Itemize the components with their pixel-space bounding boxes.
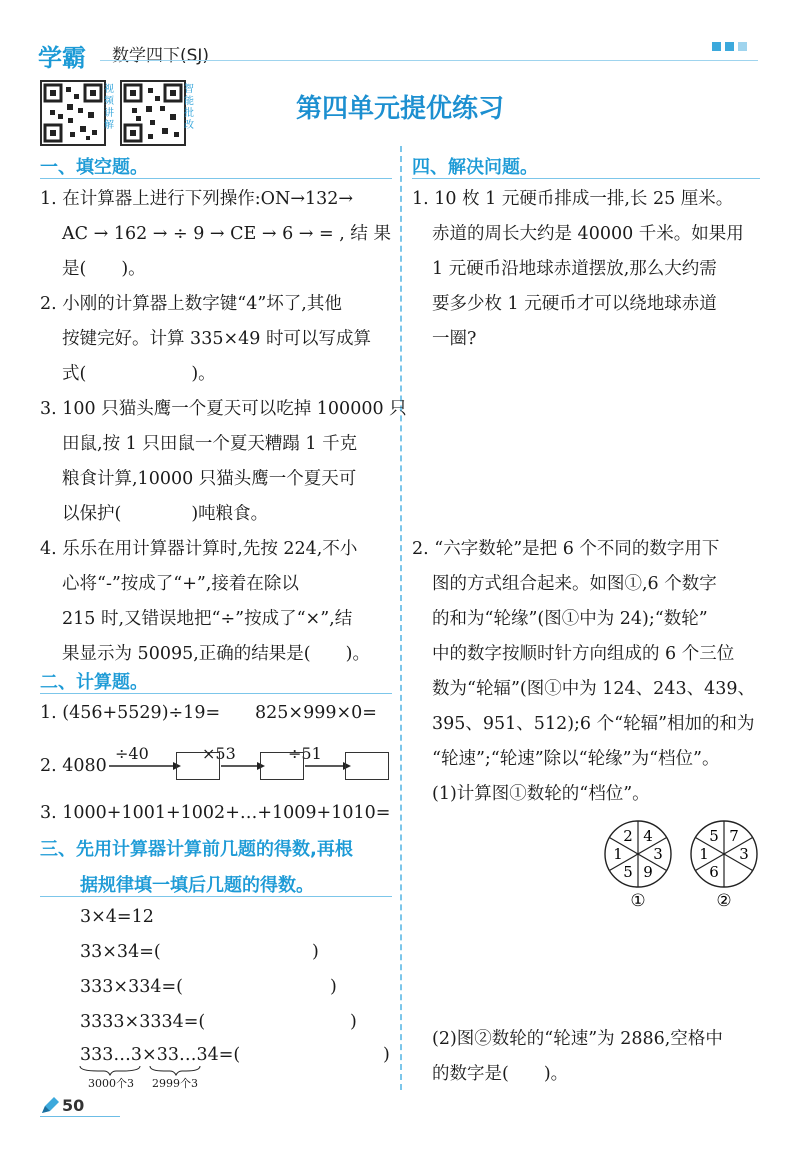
wheel-label: ②: [716, 891, 732, 910]
question-text: 中的数字按顺时针方向组成的 6 个三位: [432, 644, 735, 664]
section-underline: [40, 896, 392, 897]
wheel-digit: 1: [699, 845, 709, 863]
answer-box[interactable]: [176, 752, 220, 780]
pattern-line: 33×34=(: [80, 942, 161, 962]
question-text: 的数字是( )。: [432, 1064, 569, 1084]
brace-label: 2999个3: [152, 1077, 198, 1090]
footer-rule: [40, 1116, 120, 1117]
question-text: 数为“轮辐”(图①中为 124、243、439、: [432, 679, 755, 699]
section-heading-pattern-cont: 据规律填一填后几题的得数。: [80, 875, 314, 896]
question-text: 的和为“轮缘”(图①中为 24);“数轮”: [432, 609, 708, 629]
pattern-line: 3333×3334=(: [80, 1012, 206, 1032]
question-text: 果显示为 50095,正确的结果是( )。: [62, 644, 370, 664]
question-text: 以保护( )吨粮食。: [62, 504, 269, 524]
question-text: 1. 在计算器上进行下列操作:ON→132→: [40, 189, 354, 209]
answer-box[interactable]: [260, 752, 304, 780]
book-subtitle: 数学四下(SJ): [112, 46, 210, 66]
pattern-close: ): [330, 977, 337, 997]
question-text: 赤道的周长大约是 40000 千米。如果用: [432, 224, 744, 244]
question-text: “轮速”;“轮速”除以“轮缘”为“档位”。: [432, 749, 720, 769]
wheel-digit: 2: [623, 827, 633, 845]
header-square-icon: [712, 42, 721, 51]
question-text: 3. 100 只猫头鹰一个夏天可以吃掉 100000 只: [40, 399, 407, 419]
arrow-operation: ÷40: [115, 744, 149, 763]
page-title: 第四单元提优练习: [295, 94, 504, 124]
number-wheels-diagram: [602, 818, 762, 910]
question-text: 1. 10 枚 1 元硬币排成一排,长 25 厘米。: [412, 189, 734, 209]
pattern-line: 333…3×33…34=(: [80, 1045, 241, 1065]
wheel-digit: 3: [739, 845, 749, 863]
question-text: 一圈?: [432, 329, 477, 349]
arrow-operation: ÷51: [288, 744, 322, 763]
calc-start-number: 2. 4080: [40, 756, 107, 776]
wheel-digit: 5: [709, 827, 719, 845]
qr-label-video: 视频讲解: [104, 84, 114, 131]
question-text: 395、951、512);6 个“轮辐”相加的和为: [432, 714, 755, 734]
question-text: 式( )。: [62, 364, 216, 384]
question-text: 2. “六字数轮”是把 6 个不同的数字用下: [412, 539, 720, 559]
pattern-line: 3×4=12: [80, 907, 154, 927]
wheel-digit: 6: [709, 863, 719, 881]
question-text: AC → 162 → ÷ 9 → CE → 6 → = , 结 果: [62, 224, 391, 244]
brand-logo: 学霸: [38, 44, 86, 72]
wheel-digit: 7: [729, 827, 739, 845]
pattern-close: ): [312, 942, 319, 962]
question-text: 要多少枚 1 元硬币才可以绕地球赤道: [432, 294, 717, 314]
wheel-digit: 4: [643, 827, 653, 845]
page-number: 50: [62, 1096, 85, 1115]
column-divider: [400, 146, 402, 1090]
question-text: 1 元硬币沿地球赤道摆放,那么大约需: [432, 259, 717, 279]
answer-box[interactable]: [345, 752, 389, 780]
wheel-digit: 5: [623, 863, 633, 881]
arrow-operation: ×53: [202, 744, 236, 763]
calc-expression: 1. (456+5529)÷19=: [40, 703, 221, 723]
calc-expression: 825×999×0=: [255, 703, 377, 723]
pattern-close: ): [383, 1045, 390, 1065]
header-square-icon: [725, 42, 734, 51]
question-text: 心将“-”按成了“+”,接着在除以: [62, 574, 299, 594]
wheel-digit: 3: [653, 845, 663, 863]
pattern-line: 333×334=(: [80, 977, 183, 997]
qr-label-grading: 智能批改: [184, 84, 194, 131]
section-underline: [412, 178, 760, 179]
section-underline: [40, 178, 392, 179]
section-underline: [40, 693, 392, 694]
wheel-label: ①: [630, 891, 646, 910]
question-text: 田鼠,按 1 只田鼠一个夏天糟蹋 1 千克: [62, 434, 358, 454]
question-text: 4. 乐乐在用计算器计算时,先按 224,不小: [40, 539, 358, 559]
section-heading-calc: 二、计算题。: [40, 672, 148, 693]
pencil-icon: [40, 1097, 60, 1115]
question-text: 是( )。: [62, 259, 146, 279]
question-text: 粮食计算,10000 只猫头鹰一个夏天可: [62, 469, 357, 489]
header-square-icon: [738, 42, 747, 51]
question-text: 按键完好。计算 335×49 时可以写成算: [62, 329, 371, 349]
question-text: (1)计算图①数轮的“档位”。: [432, 784, 650, 804]
number-wheel-2: [691, 821, 757, 910]
question-text: 2. 小刚的计算器上数字键“4”坏了,其他: [40, 294, 342, 314]
number-wheel-1: [605, 821, 671, 910]
pattern-close: ): [350, 1012, 357, 1032]
section-heading-pattern: 三、先用计算器计算前几题的得数,再根: [40, 839, 353, 860]
section-heading-solve: 四、解决问题。: [412, 157, 538, 178]
brace-label: 3000个3: [88, 1077, 134, 1090]
question-text: 215 时,又错误地把“÷”按成了“×”,结: [62, 609, 353, 629]
wheel-digit: 9: [643, 863, 653, 881]
header-rule: [100, 60, 758, 61]
section-heading-fill: 一、填空题。: [40, 157, 148, 178]
wheel-digit: 1: [613, 845, 623, 863]
calc-expression: 3. 1000+1001+1002+…+1009+1010=: [40, 803, 391, 823]
question-text: (2)图②数轮的“轮速”为 2886,空格中: [432, 1029, 723, 1049]
question-text: 图的方式组合起来。如图①,6 个数字: [432, 574, 717, 594]
